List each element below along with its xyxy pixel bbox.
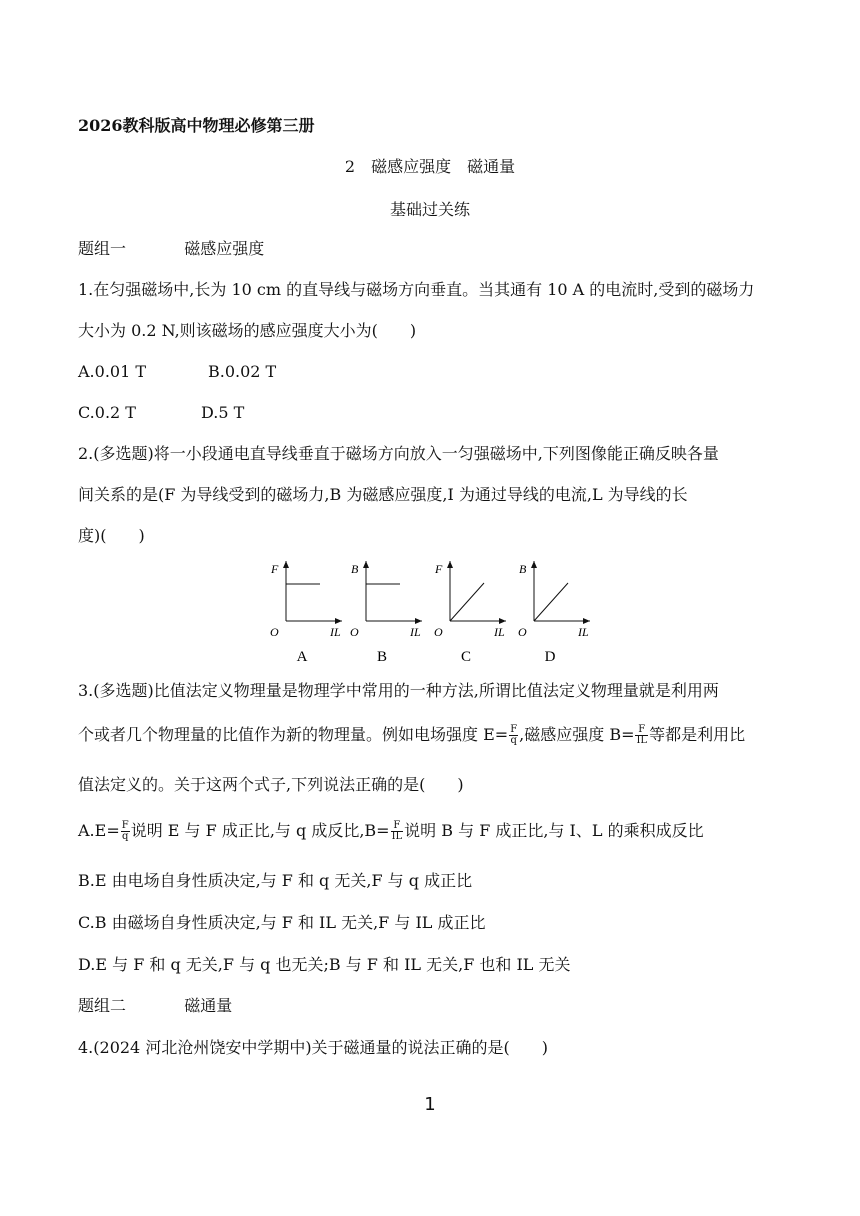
q3-line-2-part-c: 等都是利用比 [649,725,746,744]
q1-line-1: 1.在匀强磁场中,长为 10 cm 的直导线与磁场方向垂直。当其通有 10 A 的电流时,受到的磁场力 [78,280,755,299]
graph-d-x-label: IL [578,625,589,639]
q1-line-2: 大小为 0.2 N,则该磁场的感应强度大小为( ) [78,321,417,340]
graph-d-line [534,583,568,621]
q2-line-3: 度)( ) [78,526,145,545]
fraction-b-denominator: IL [636,735,648,746]
fraction-b-option-a [391,821,404,842]
q2-line-1: 2.(多选题)将一小段通电直导线垂直于磁场方向放入一匀强磁场中,下列图像能正确反映各量 [78,444,719,463]
fraction-b-option-a-numerator: F [391,821,404,832]
fraction-b-option-a-denominator: IL [391,831,403,842]
q3-line-1: 3.(多选题)比值法定义物理量是物理学中常用的一种方法,所谓比值法定义物理量就是利用两 [78,681,719,700]
q3-line-2-part-b: ,磁感应强度 B= [519,725,635,744]
q1-option-b: B.0.02 T [208,362,277,381]
graph-c-x-label: IL [494,625,505,639]
graph-a [270,561,342,665]
group-one-heading [78,238,264,260]
q3-option-a-part-b: 说明 E 与 F 成正比,与 q 成反比,B= [130,821,390,840]
q1-option-d: D.5 T [201,403,245,422]
q3-option-c: C.B 由磁场自身性质决定,与 F 和 IL 无关,F 与 IL 成正比 [78,913,486,932]
graph-d [518,561,590,665]
graph-c-line [450,583,484,621]
graph-a-x-label: IL [330,625,341,639]
q4-line-1: 4.(2024 河北沧州饶安中学期中)关于磁通量的说法正确的是( ) [78,1038,549,1057]
q3-option-d: D.E 与 F 和 q 无关,F 与 q 也无关;B 与 F 和 IL 无关,F 也和 IL 无关 [78,955,571,974]
section-title: 2 磁感应强度 磁通量 [344,157,516,176]
fraction-e-option-a [121,821,130,842]
graph-options-figure [260,555,600,667]
graph-a-y-label: F [271,562,279,576]
q3-line-2-part-a: 个或者几个物理量的比值作为新的物理量。例如电场强度 E= [78,725,509,744]
fraction-b-numerator: F [635,725,648,736]
graph-c-origin-label: O [434,625,443,639]
graph-c-y-label: F [435,562,443,576]
section-subtitle: 基础过关练 [389,200,470,219]
q1-option-c: C.0.2 T [78,403,136,422]
graph-d-caption: D [544,649,556,665]
q3-line-2 [78,724,745,746]
q3-line-3: 值法定义的。关于这两个式子,下列说法正确的是( ) [78,775,464,794]
group-two-label: 题组二 [78,996,127,1015]
graph-a-caption: A [296,649,308,665]
graph-d-y-label: B [519,562,527,576]
page-number: 1 [424,1094,436,1115]
fraction-e-denominator: q [510,735,517,746]
group-one-topic: 磁感应强度 [184,239,265,258]
graph-b-origin-label: O [350,625,359,639]
q3-option-a [78,820,704,842]
fraction-b-definition [635,725,648,746]
graph-a-origin-label: O [270,625,279,639]
fraction-e-option-a-numerator: F [121,820,129,831]
q1-option-a: A.0.01 T [78,362,147,381]
q3-option-b: B.E 由电场自身性质决定,与 F 和 q 无关,F 与 q 成正比 [78,871,473,890]
graph-b-y-label: B [351,562,359,576]
fraction-e-option-a-denominator: q [122,831,129,842]
fraction-e-definition [509,725,518,746]
document-header: 2026教科版高中物理必修第三册 [78,116,315,135]
group-two-topic: 磁通量 [184,996,233,1015]
graph-c-caption: C [460,649,472,665]
graph-b-x-label: IL [410,625,421,639]
graph-c [434,561,506,665]
group-one-label: 题组一 [78,239,127,258]
graph-b-caption: B [376,649,388,665]
graph-d-origin-label: O [518,625,527,639]
fraction-e-numerator: F [510,724,518,735]
group-two-heading [78,995,232,1017]
graph-b [350,561,422,665]
q2-line-2: 间关系的是(F 为导线受到的磁场力,B 为磁感应强度,I 为通过导线的电流,L 为导线的长 [78,485,688,504]
q3-option-a-part-a: A.E= [78,821,120,840]
q3-option-a-part-c: 说明 B 与 F 成正比,与 I、L 的乘积成反比 [404,821,704,840]
